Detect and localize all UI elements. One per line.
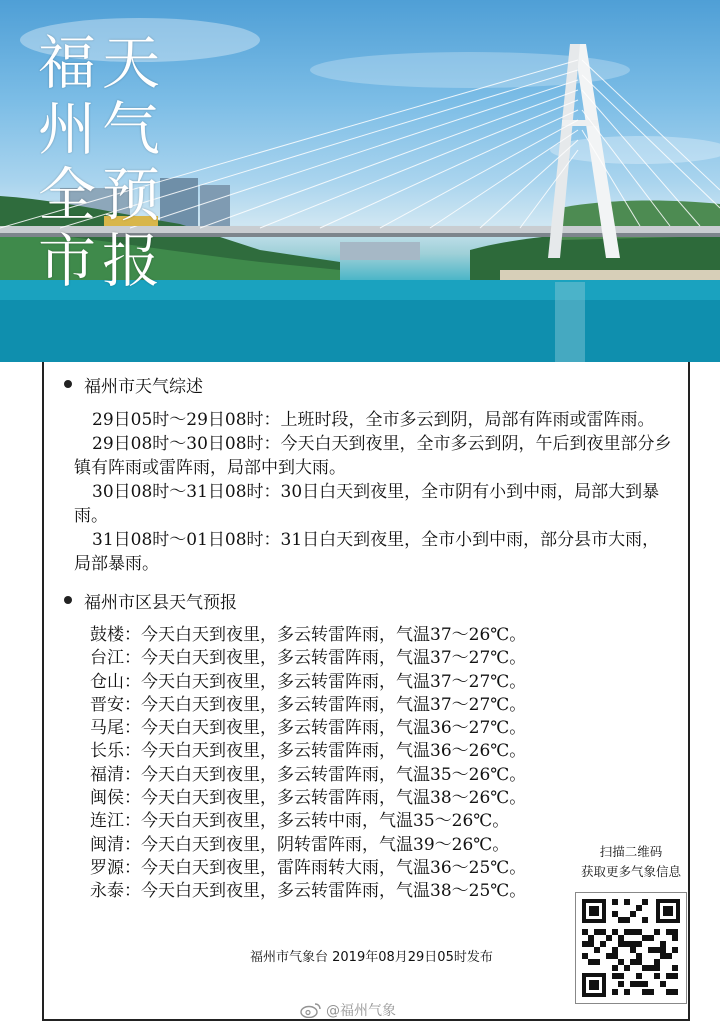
hero-title-char: 福 [38,29,97,97]
forecast-content [64,370,684,904]
hero-title-char: 市 [38,227,97,295]
overview-paragraph: 29日05时～29日08时：上班时段，全市多云到阴，局部有阵雨或雷阵雨。 [92,410,655,430]
hero-title-char: 气 [102,95,161,163]
district-forecast-item: 马尾：今天白天到夜里，多云转雷阵雨，气温36～27℃。 [90,718,527,739]
district-forecast-item: 鼓楼：今天白天到夜里，多云转雷阵雨，气温37～26℃。 [90,625,527,645]
overview-heading-text: 福州市天气综述 [84,376,203,397]
qr-code-icon [576,893,686,1003]
hero-title-char: 天 [102,29,161,97]
issuer-line: 福州市气象台 2019年08月29日05时发布 [250,950,493,965]
hero-title [38,30,160,294]
district-forecast-item: 长乐：今天白天到夜里，多云转雷阵雨，气温36～26℃。 [90,741,527,762]
hero-title-char: 预 [102,161,161,229]
qr-block [572,842,690,1004]
hero-title-char: 州 [38,95,97,163]
qr-caption-line1: 扫描二维码 [599,844,663,859]
district-forecast-item: 罗源：今天白天到夜里，雷阵雨转大雨，气温36～25℃。 [90,857,527,878]
hero-title-char: 全 [38,161,97,229]
hero-title-char: 报 [102,227,161,295]
hero-title-column-1 [102,30,160,294]
bullet-icon [64,596,72,604]
hero-banner [0,0,720,362]
overview-paragraph: 29日08时～30日08时：今天白天到夜里，全市多云到阴，午后到夜里部分乡镇有阵雨或雷阵雨，局部中到大雨。 [74,434,672,478]
weibo-icon [300,1002,322,1018]
overview-heading [64,370,684,398]
overview-paragraph: 31日08时～01日08时：31日白天到夜里，全市小到中雨，部分县市大雨，局部暴雨。 [74,530,660,574]
qr-code[interactable] [575,892,687,1004]
hero-title-column-2 [38,30,96,294]
district-forecast-item: 闽清：今天白天到夜里，阴转雷阵雨，气温39～26℃。 [90,834,510,855]
district-heading [64,586,684,614]
district-forecast-item: 闽侯：今天白天到夜里，多云转雷阵雨，气温38～26℃。 [90,788,527,809]
district-forecast-item: 连江：今天白天到夜里，多云转中雨，气温35～26℃。 [90,811,510,832]
qr-caption-line2: 获取更多气象信息 [580,864,681,879]
district-forecast-item: 晋安：今天白天到夜里，多云转雷阵雨，气温37～27℃。 [90,694,527,715]
watermark-text: @福州气象 [326,1003,396,1019]
district-forecast-item: 台江：今天白天到夜里，多云转雷阵雨，气温37～27℃。 [90,648,527,669]
district-forecast-item: 福清：今天白天到夜里，多云转雷阵雨，气温35～26℃。 [90,764,527,785]
district-heading-text: 福州市区县天气预报 [84,592,237,613]
bullet-icon [64,380,72,388]
district-forecast-item: 永泰：今天白天到夜里，多云转雷阵雨，气温38～25℃。 [90,881,527,902]
overview-paragraph: 30日08时～31日08时：30日白天到夜里，全市阴有小到中雨，局部大到暴雨。 [74,482,660,526]
weibo-watermark [300,1000,396,1020]
district-forecast-item: 仓山：今天白天到夜里，多云转雷阵雨，气温37～27℃。 [90,671,527,692]
